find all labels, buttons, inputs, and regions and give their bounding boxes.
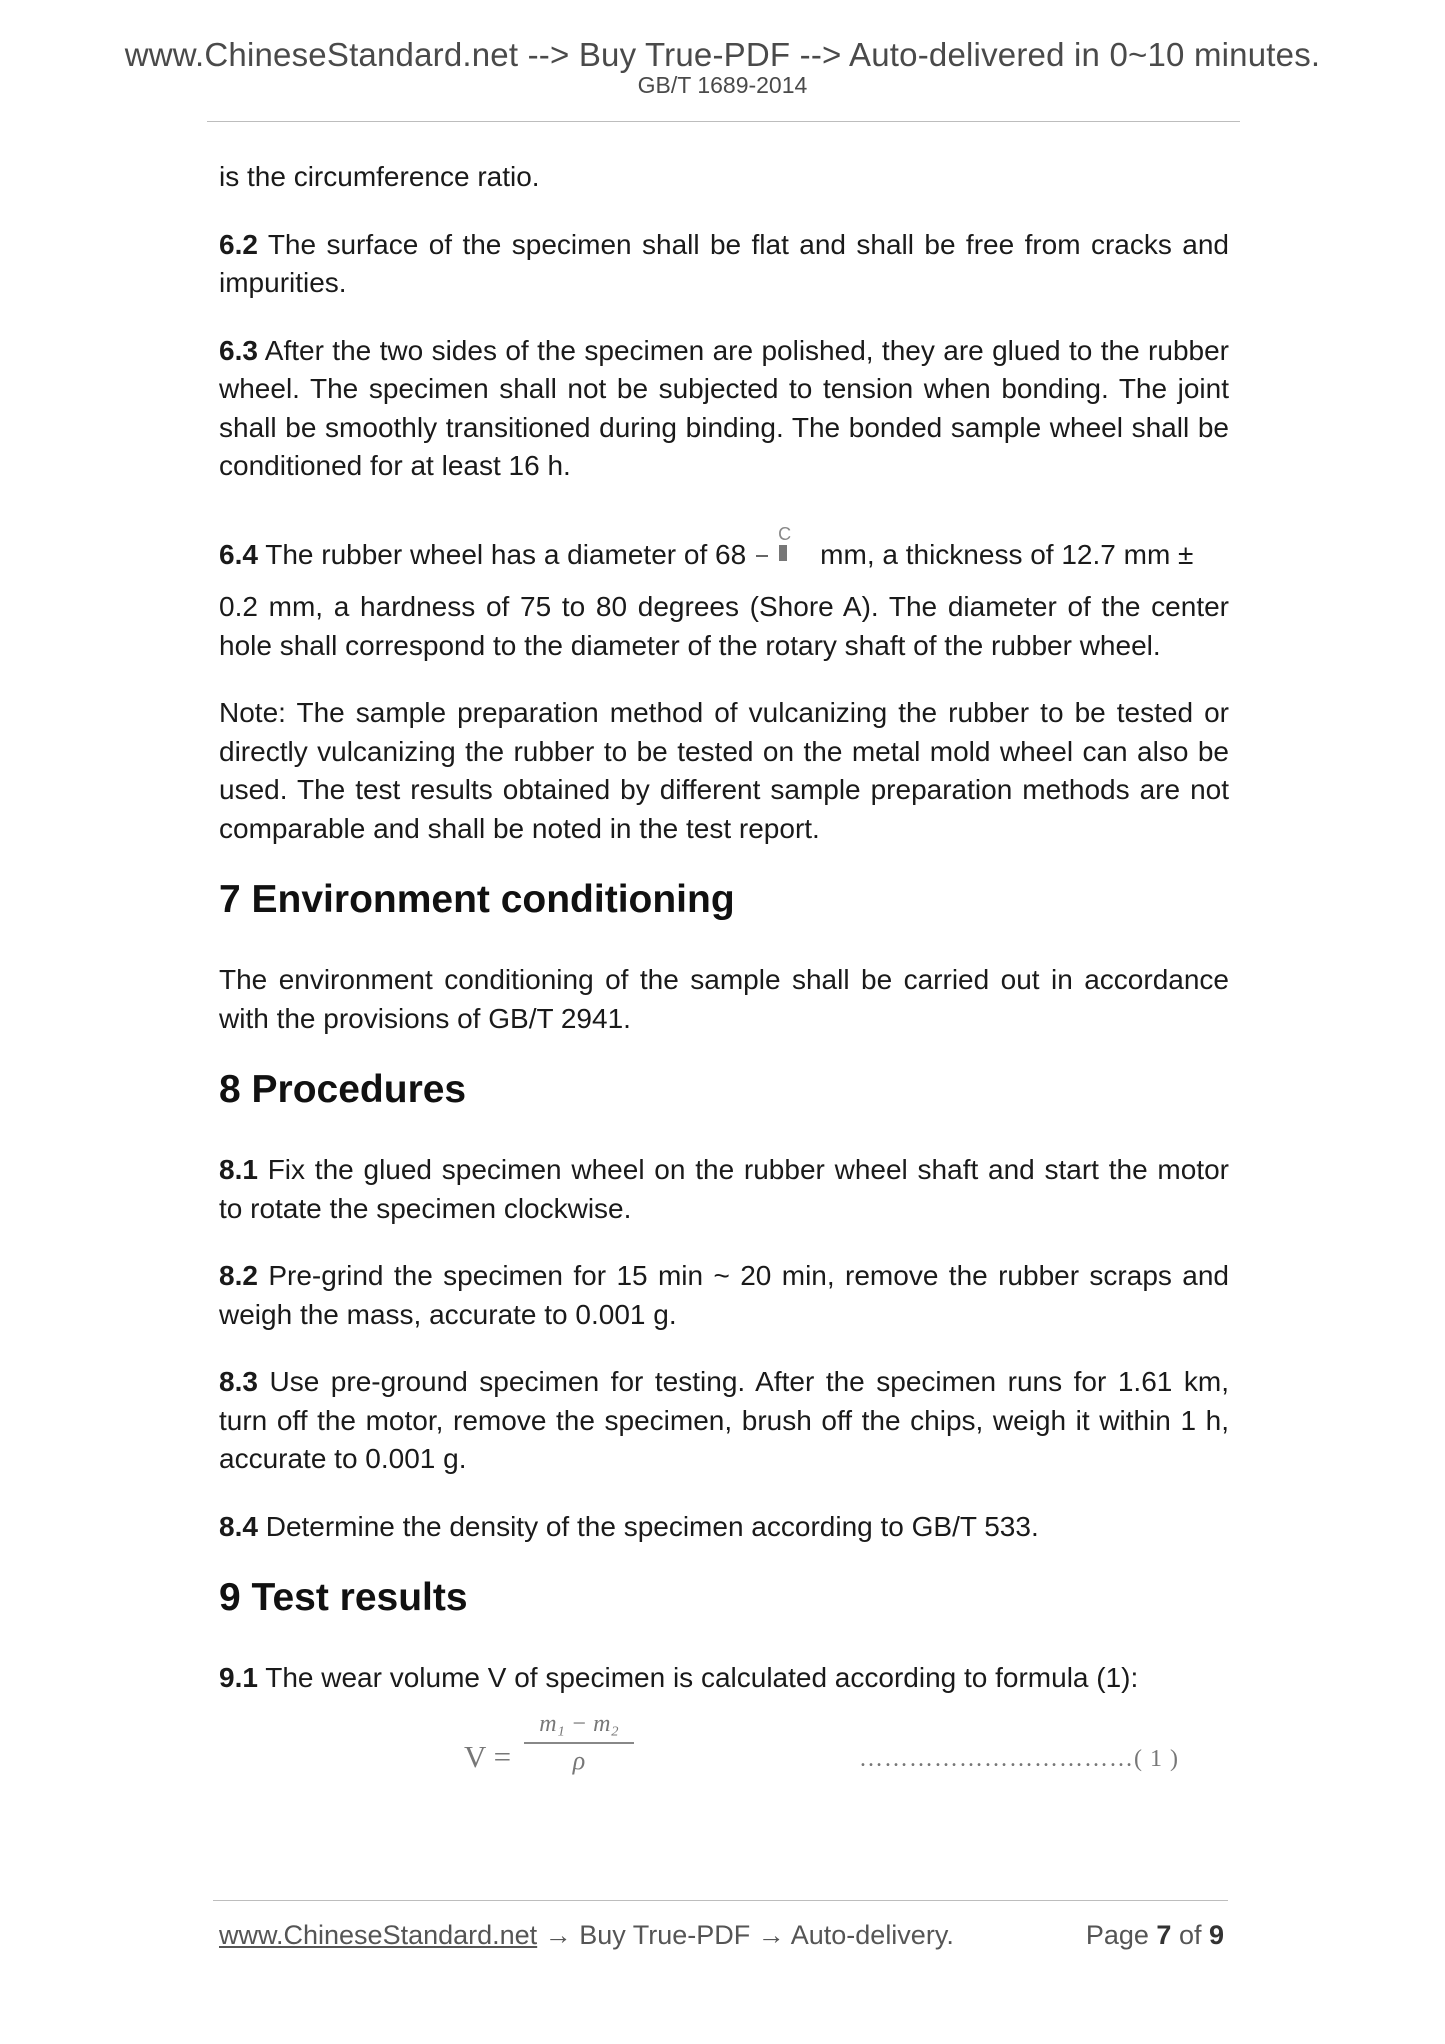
formula-number: ……………………………( 1 ): [859, 1745, 1179, 1772]
clause-6-3: [219, 332, 1229, 486]
clause-number: 8.3: [219, 1366, 258, 1397]
footer-site-link[interactable]: www.ChineseStandard.net: [219, 1920, 538, 1950]
clause-number: 8.1: [219, 1154, 258, 1185]
clause-9-1: [219, 1659, 1229, 1698]
clause-6-4: [219, 524, 1229, 575]
clause-text: After the two sides of the specimen are polished, they are glued to the rubber wheel. The specimen shall not be subjected to tension when bonding. The joint shall be smoothly transitioned during binding. The bonded sample wheel shall be conditioned for at least 16 h.: [219, 334, 1229, 481]
continuation-text: is the circumference ratio.: [219, 161, 540, 192]
tolerance-minus: [756, 555, 768, 557]
clause-number: 9.1: [219, 1662, 258, 1693]
page-footer: [219, 1920, 1229, 1951]
tolerance-symbol: [756, 524, 802, 571]
formula-1: [219, 1710, 1229, 1800]
of-word: of: [1171, 1920, 1209, 1950]
clause-text: Use pre-ground specimen for testing. After the specimen runs for 1.61 km, turn off the motor, remove the specimen, brush off the chips, weigh it within 1 h, accurate to 0.001 g.: [219, 1366, 1229, 1474]
clause-text: Determine the density of the specimen according to GB/T 533.: [257, 1510, 1039, 1542]
section-8-heading: 8 Procedures: [219, 1068, 467, 1111]
clause-text: Fix the glued specimen wheel on the rubber wheel shaft and start the motor to rotate the specimen clockwise.: [219, 1154, 1229, 1224]
formula-denominator: ρ: [572, 1745, 586, 1775]
clause-text: The rubber wheel has a diameter of 68: [257, 538, 747, 570]
clause-text-cont: mm, a thickness of 12.7 mm ±: [820, 538, 1194, 570]
section-9-heading: 9 Test results: [219, 1576, 468, 1619]
clause-8-4: [219, 1508, 1229, 1547]
page-total: 9: [1208, 1920, 1224, 1950]
clause-number: 6.2: [219, 228, 258, 260]
section-7-heading: 7 Environment conditioning: [219, 878, 735, 921]
clause-number: 8.2: [219, 1260, 258, 1291]
clause-8-1: [219, 1151, 1229, 1228]
tolerance-upper: C: [778, 524, 792, 545]
formula-fraction: [524, 1710, 634, 1778]
document-code: GB/T 1689-2014: [637, 72, 808, 98]
clause-number: 6.3: [219, 334, 258, 366]
page-word: Page: [1085, 1920, 1157, 1950]
document-body: [219, 158, 1229, 1800]
tolerance-lower-mark: [779, 545, 787, 561]
clause-number: 6.4: [219, 538, 258, 570]
note-text: Note: The sample preparation method of vulcanizing the rubber to be tested or directly vulcanizing the rubber to be tested on the metal mold wheel can also be used. The test results obtained by different sample preparation methods are not comparable and shall be noted in the test report.: [219, 697, 1229, 844]
clause-text: Pre-grind the specimen for 15 min ~ 20 min, remove the rubber scraps and weigh the mass, accurate to 0.001 g.: [219, 1260, 1229, 1330]
header-divider: [207, 121, 1240, 122]
formula-lhs: V =: [464, 1738, 512, 1774]
header-banner: www.ChineseStandard.net --> Buy True-PDF --> Auto-delivered in 0~10 minutes.: [124, 36, 1321, 73]
page-number: 7: [1156, 1920, 1172, 1950]
clause-6-4-cont: 0.2 mm, a hardness of 75 to 80 degrees (Shore A). The diameter of the center hole shall correspond to the diameter of the rotary shaft of the rubber wheel.: [219, 591, 1229, 661]
clause-text: The wear volume V of specimen is calculated according to formula (1):: [257, 1662, 1139, 1693]
page-indicator: [1086, 1920, 1224, 1951]
section-7-text: The environment conditioning of the sample shall be carried out in accordance with the provisions of GB/T 2941.: [219, 964, 1229, 1034]
clause-6-2: [219, 226, 1229, 303]
footer-tagline: → Buy True-PDF → Auto-delivery.: [537, 1920, 954, 1950]
clause-8-3: [219, 1363, 1229, 1479]
clause-8-2: [219, 1257, 1229, 1334]
clause-number: 8.4: [219, 1510, 258, 1542]
footer-divider: [213, 1900, 1228, 1901]
formula-numerator: m₁ − m₂: [524, 1710, 634, 1744]
clause-text: The surface of the specimen shall be flat and shall be free from cracks and impurities.: [219, 228, 1229, 298]
